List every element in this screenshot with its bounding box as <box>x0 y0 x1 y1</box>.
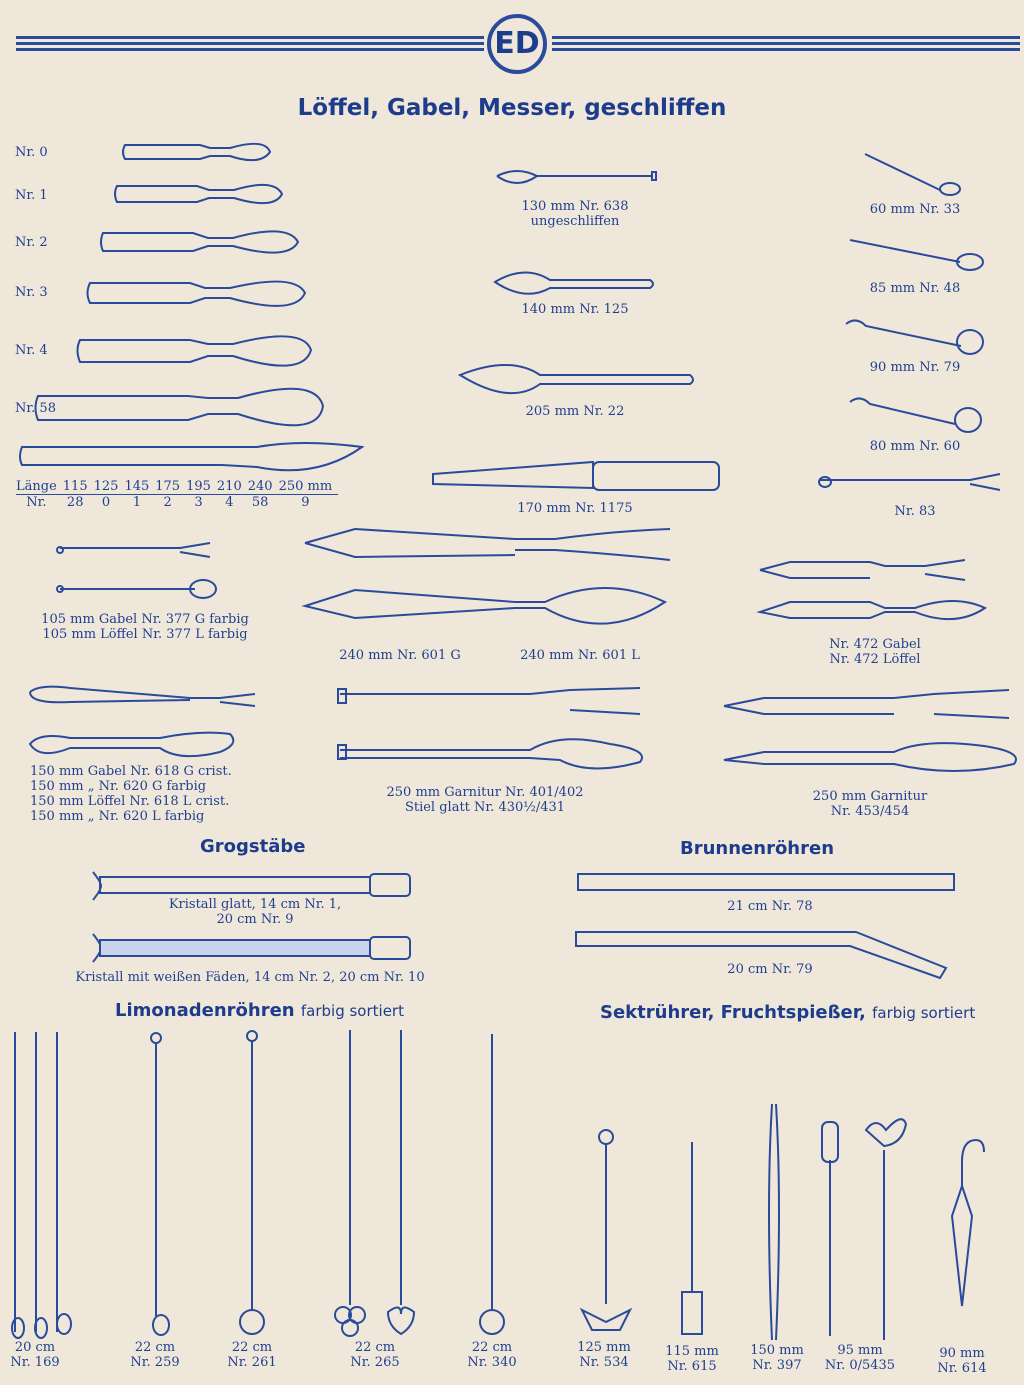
grog-rod-plain <box>93 872 410 900</box>
spoon-nr-2 <box>101 231 298 252</box>
caption-377 <box>30 612 260 642</box>
spoon-label-2: Nr. 2 <box>15 235 48 250</box>
sekt-614 <box>952 1140 984 1306</box>
length-cell: 210 <box>217 479 248 495</box>
caption-nr: Nr. 615 <box>667 1359 717 1374</box>
caption-nr: Nr. 397 <box>752 1358 802 1373</box>
number-cell: 9 <box>301 495 310 510</box>
sekt-615 <box>682 1142 702 1334</box>
caption-limo-259 <box>125 1340 185 1370</box>
caption-size: 22 cm <box>231 1340 273 1355</box>
caption-grog-2: Kristall mit weißen Fäden, 14 cm Nr. 2, 20 cm Nr. 10 <box>75 970 425 985</box>
grog-heading: Grogstäbe <box>200 836 306 857</box>
sekt-0-5435 <box>822 1119 906 1340</box>
caption-line: Stiel glatt Nr. 430½/431 <box>404 800 566 815</box>
caption-line: 105 mm Löffel Nr. 377 L farbig <box>42 627 248 642</box>
length-cell: 250 mm <box>279 479 339 495</box>
number-cell: 2 <box>163 495 172 510</box>
caption-line: Nr. 472 Löffel <box>829 652 921 667</box>
caption-size: 95 mm <box>837 1343 883 1358</box>
spoon-638 <box>497 171 656 183</box>
logo-monogram: ED <box>494 26 540 61</box>
caption-nr: Nr. 169 <box>10 1355 60 1370</box>
caption-brunnen-2: 20 cm Nr. 79 <box>727 962 813 977</box>
spoon-nr-4 <box>78 336 312 365</box>
spoon-nr-58 <box>36 389 324 426</box>
limonade-261 <box>240 1031 264 1334</box>
fork-401 <box>338 688 640 714</box>
spoon-nr-0 <box>123 144 270 160</box>
spoon-nr-3 <box>88 282 306 306</box>
caption-limo-265 <box>345 1340 405 1370</box>
ladle-79 <box>846 320 983 354</box>
number-cell: 4 <box>225 495 234 510</box>
caption-size: 22 cm <box>354 1340 396 1355</box>
knife-1175 <box>433 462 719 490</box>
fork-472 <box>760 560 965 580</box>
number-cell: 3 <box>194 495 203 510</box>
caption-nr: Nr. 340 <box>467 1355 517 1370</box>
caption-size: 20 cm <box>14 1340 56 1355</box>
number-cell: 58 <box>251 495 269 510</box>
caption-nr: Nr. 0/5435 <box>824 1358 896 1373</box>
spoon-label-3: Nr. 3 <box>15 285 48 300</box>
limonade-heading <box>115 1000 404 1021</box>
spoon-618 <box>30 733 233 757</box>
caption-size: 90 mm <box>939 1346 985 1361</box>
caption-line: 250 mm Garnitur <box>812 789 928 804</box>
spoon-22 <box>460 365 693 393</box>
caption-line: 250 mm Garnitur Nr. 401/402 <box>386 785 584 800</box>
length-cell: 115 <box>63 479 94 495</box>
caption-line: 150 mm „ Nr. 620 L farbig <box>30 809 205 824</box>
sekt-heading <box>600 1002 975 1023</box>
caption-size: 125 mm <box>577 1340 631 1355</box>
ladle-33 <box>865 154 960 195</box>
caption-60: 80 mm Nr. 60 <box>869 439 961 454</box>
number-cell: 1 <box>132 495 141 510</box>
brunnen-tube-straight <box>578 874 954 890</box>
length-cell: 175 <box>155 479 186 495</box>
page-title: Löffel, Gabel, Messer, geschliffen <box>297 95 727 121</box>
caption-size: 115 mm <box>665 1344 719 1359</box>
caption-size: 150 mm <box>750 1343 804 1358</box>
caption-453 <box>790 789 950 819</box>
limonade-heading-note: farbig sortiert <box>300 1002 404 1020</box>
caption-line: ungeschliffen <box>530 214 620 229</box>
sekt-heading-text: Sektrührer, Fruchtspießer, <box>600 1002 866 1023</box>
spoon-125 <box>495 272 653 293</box>
spoon-377 <box>57 580 216 598</box>
caption-nr: Nr. 265 <box>350 1355 400 1370</box>
caption-125: 140 mm Nr. 125 <box>521 302 629 317</box>
caption-601-l: 240 mm Nr. 601 L <box>520 648 640 663</box>
caption-33: 60 mm Nr. 33 <box>869 202 961 217</box>
spoon-601 <box>305 588 665 624</box>
fork-618 <box>30 687 255 706</box>
header-rule-right <box>552 36 1020 51</box>
caption-limo-340 <box>462 1340 522 1370</box>
fork-453 <box>724 690 1009 718</box>
ladle-48 <box>850 240 983 270</box>
spoon-nr-1 <box>115 185 282 203</box>
limonade-340 <box>480 1034 504 1334</box>
caption-line: 105 mm Gabel Nr. 377 G farbig <box>41 612 249 627</box>
caption-sekt-614 <box>930 1346 994 1376</box>
caption-sekt-397 <box>745 1343 809 1373</box>
caption-sekt-534 <box>572 1340 636 1370</box>
brunnen-heading: Brunnenröhren <box>680 838 835 859</box>
spoon-label-1: Nr. 1 <box>15 188 48 203</box>
limonade-259 <box>151 1033 169 1335</box>
limonade-169 <box>12 1032 71 1338</box>
caption-line: 150 mm Gabel Nr. 618 G crist. <box>30 764 232 779</box>
limonade-heading-text: Limonadenröhren <box>115 1000 295 1021</box>
caption-line: 20 cm Nr. 9 <box>216 912 294 927</box>
length-cell: 195 <box>186 479 217 495</box>
caption-nr: Nr. 261 <box>227 1355 277 1370</box>
sekt-534 <box>582 1130 630 1330</box>
caption-48: 85 mm Nr. 48 <box>869 281 961 296</box>
caption-1175: 170 mm Nr. 1175 <box>517 501 633 516</box>
sekt-heading-note: farbig sortiert <box>872 1004 976 1022</box>
spoon-401 <box>338 739 642 768</box>
caption-line: 150 mm „ Nr. 620 G farbig <box>30 779 207 794</box>
ladle-60 <box>850 398 981 432</box>
caption-618 <box>30 764 232 824</box>
fork-377 <box>57 543 210 557</box>
caption-79: 90 mm Nr. 79 <box>869 360 961 375</box>
caption-22: 205 mm Nr. 22 <box>525 404 625 419</box>
caption-line: Kristall glatt, 14 cm Nr. 1, <box>168 897 342 912</box>
number-cell: 28 <box>66 495 84 510</box>
caption-401 <box>380 785 590 815</box>
caption-limo-169 <box>5 1340 65 1370</box>
length-cell: 145 <box>124 479 155 495</box>
caption-line: Nr. 472 Gabel <box>829 637 921 652</box>
caption-brunnen-1: 21 cm Nr. 78 <box>727 899 813 914</box>
spoon-label-58: Nr. 58 <box>15 401 56 416</box>
caption-grog-1 <box>150 897 360 927</box>
length-cell: 125 <box>94 479 125 495</box>
caption-size: 22 cm <box>134 1340 176 1355</box>
length-row-label: Länge <box>16 479 63 495</box>
caption-601-g: 240 mm Nr. 601 G <box>339 648 461 663</box>
caption-limo-261 <box>222 1340 282 1370</box>
spoon-label-0: Nr. 0 <box>15 145 48 160</box>
spoon-472 <box>760 601 985 619</box>
fork-601 <box>305 529 670 560</box>
caption-638 <box>480 199 670 229</box>
caption-sekt-615 <box>660 1344 724 1374</box>
caption-nr: Nr. 259 <box>130 1355 180 1370</box>
caption-nr: Nr. 534 <box>579 1355 629 1370</box>
caption-sekt-0-5435 <box>820 1343 900 1373</box>
limonade-265 <box>335 1030 414 1336</box>
fork-83 <box>819 474 1000 490</box>
caption-nr: Nr. 614 <box>937 1361 987 1376</box>
number-cell: 0 <box>101 495 111 510</box>
spoon-label-4: Nr. 4 <box>15 343 48 358</box>
length-cell: 240 <box>248 479 279 495</box>
spoon-nr-9-long <box>20 443 362 470</box>
caption-line: Nr. 453/454 <box>830 804 910 819</box>
caption-line: 130 mm Nr. 638 <box>521 199 629 214</box>
caption-size: 22 cm <box>471 1340 513 1355</box>
caption-472 <box>800 637 950 667</box>
header-rule-left <box>16 36 484 51</box>
length-table <box>16 479 338 510</box>
number-row-label: Nr. <box>26 495 47 510</box>
spoon-453 <box>724 743 1016 771</box>
sekt-397 <box>769 1104 779 1340</box>
caption-line: 150 mm Löffel Nr. 618 L crist. <box>30 794 230 809</box>
caption-83: Nr. 83 <box>894 504 936 519</box>
grog-rod-threaded <box>93 934 410 962</box>
